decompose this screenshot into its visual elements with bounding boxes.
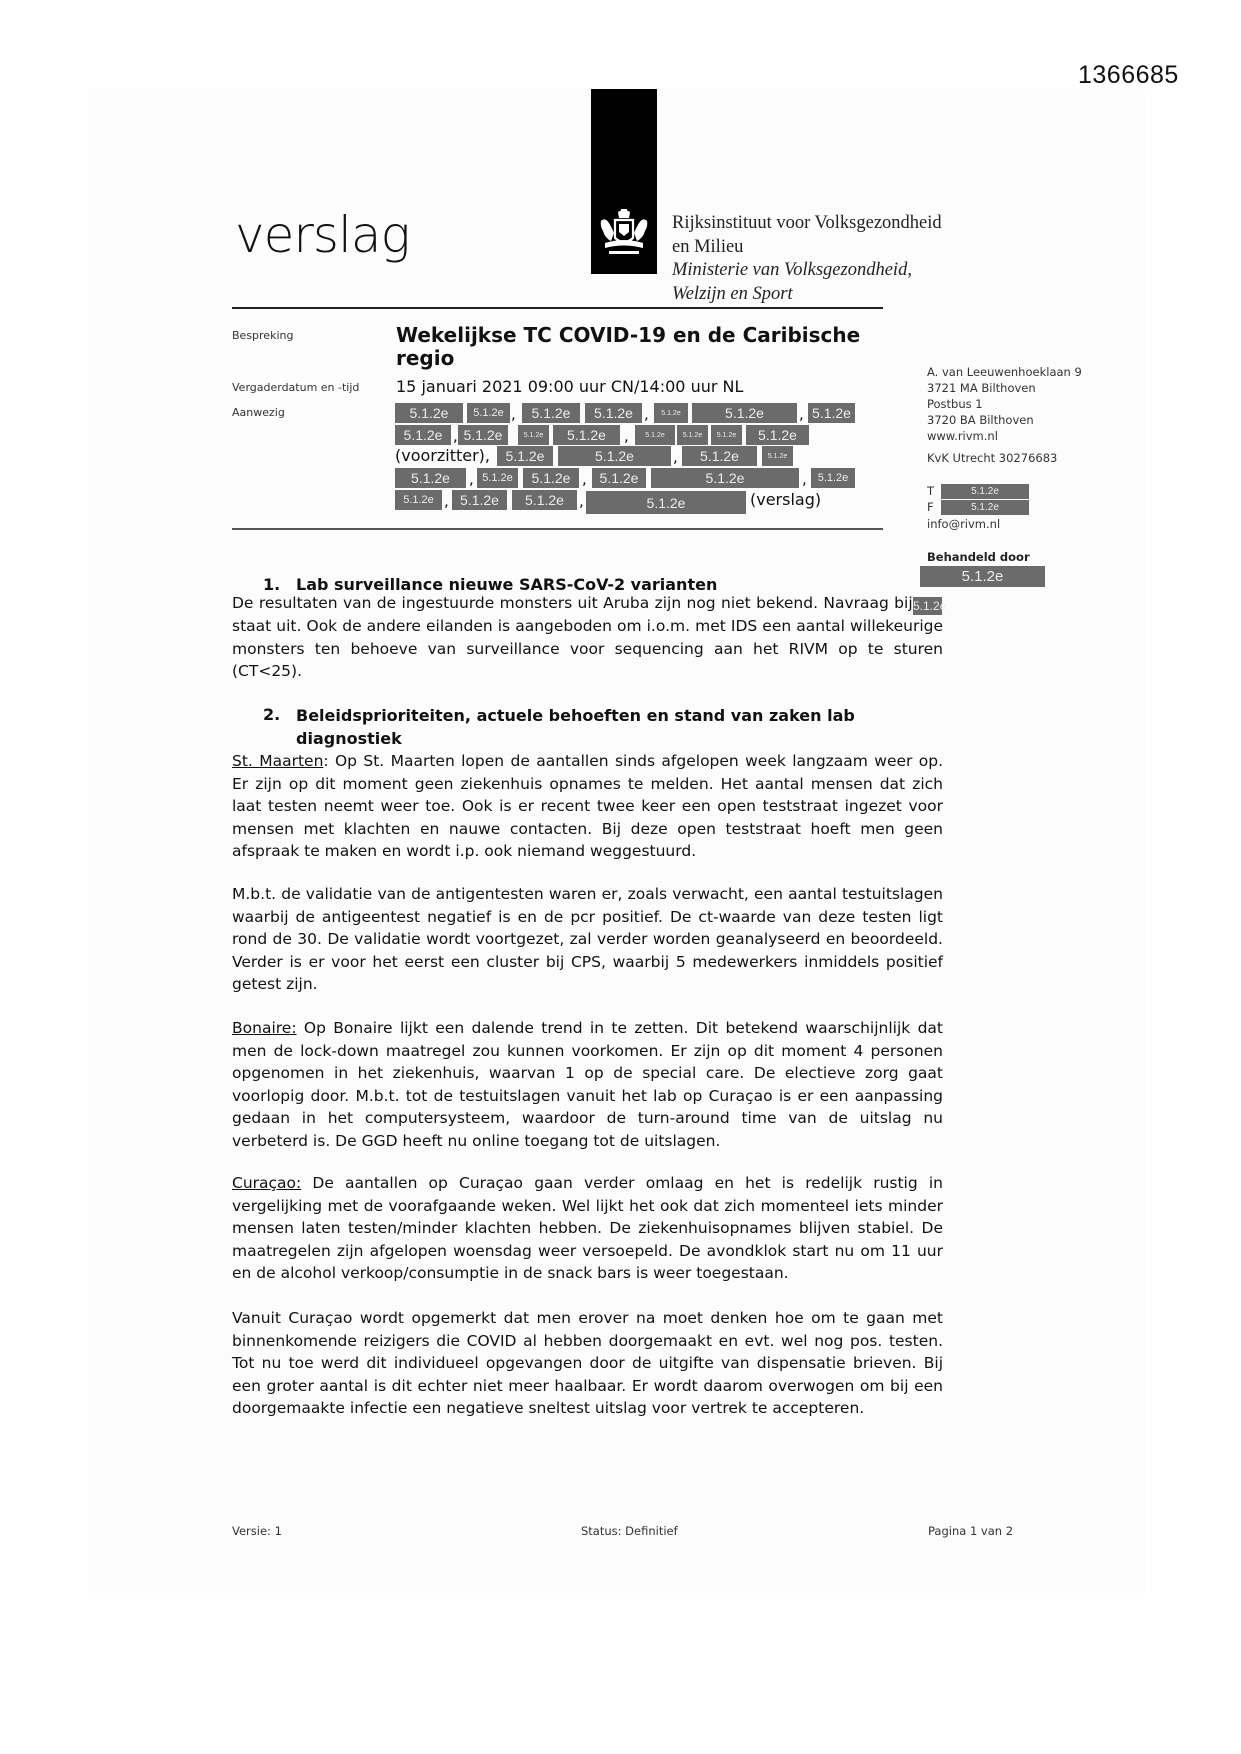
chair-note: (voorzitter), [395, 446, 491, 465]
island-label: Curaçao: [232, 1174, 302, 1192]
redacted-name: 5.1.2e [522, 403, 580, 423]
redacted-name: 5.1.2e [585, 403, 642, 423]
separator: , [673, 448, 678, 466]
redacted-name: 5.1.2e [762, 446, 793, 466]
section-heading: Lab surveillance nieuwe SARS-CoV-2 varianten [296, 575, 718, 594]
address-line: 3720 BA Bilthoven [927, 413, 1034, 427]
kvk-number: KvK Utrecht 30276683 [927, 451, 1058, 465]
website-link[interactable]: www.rivm.nl [927, 429, 998, 443]
redacted-name: 5.1.2e [395, 468, 466, 488]
organization-line: en Milieu [672, 236, 744, 257]
organization-line: Rijksinstituut voor Volksgezondheid [672, 213, 942, 233]
fax-label: F [927, 500, 934, 514]
redacted-fax: 5.1.2e [941, 500, 1029, 515]
paragraph-text: staat uit. Ook de andere eilanden is aangeboden om i.o.m. met IDS een aantal willekeurige monsters ten behoeve van surveillance voor sequencing aan het RIVM op te sturen (CT<25). [232, 617, 943, 680]
address-line: 3721 MA Bilthoven [927, 381, 1036, 395]
bespreking-label: Bespreking [232, 329, 294, 342]
redacted-name: 5.1.2e [635, 425, 675, 445]
datum-label: Vergaderdatum en -tijd [232, 381, 360, 394]
redacted-name: 5.1.2e [497, 446, 553, 466]
redacted-name: 5.1.2e [711, 425, 742, 445]
separator: , [799, 405, 804, 423]
redacted-name: 5.1.2e [467, 403, 510, 423]
section-heading [296, 705, 855, 750]
redacted-handler: 5.1.2e [920, 566, 1045, 587]
separator: , [802, 470, 807, 488]
redacted-name: 5.1.2e [395, 403, 463, 423]
redacted-name: 5.1.2e [452, 490, 507, 510]
header-divider [232, 307, 883, 309]
section-number: 2. [263, 705, 281, 724]
redacted-name: 5.1.2e [395, 425, 451, 445]
minutes-taker-note: (verslag) [750, 490, 822, 509]
organization-name [672, 212, 942, 306]
address-line: A. van Leeuwenhoeklaan 9 [927, 365, 1082, 379]
redacted-name: 5.1.2e [558, 446, 671, 466]
document-type-heading: verslag [235, 206, 410, 264]
redacted-name: 5.1.2e [458, 425, 508, 445]
redacted-name: 5.1.2e [395, 490, 442, 510]
footer-status: Status: Definitief [581, 1524, 678, 1538]
paragraph-text: De aantallen op Curaçao gaan verder omlaag en het is redelijk rustig in vergelijking met de voorafgaande weken. Wel lijkt het ook dat zich momenteel iets minder mensen laten testen/minder klachten hebben. De ziekenhuisopnames blijven stabiel. De maatregelen zijn afgelopen woensdag weer versoepeld. De avondklok start nu om 11 uur en de alcohol verkoop/consumptie in de snack bars is weer toegestaan. [232, 1174, 943, 1282]
meta-divider [232, 528, 883, 530]
curacao-paragraph [232, 1172, 943, 1285]
island-label: Bonaire: [232, 1019, 297, 1037]
validation-paragraph: M.b.t. de validatie van de antigentesten waren er, zoals verwacht, een aantal testuitslagen waarbij de antigeentest negatief is en de pcr positief. De ct-waarde van deze testen ligt rond de 30. De validatie wordt voortgezet, zal verder worden geanalyseerd en beoordeeld. Verder is er voor het eerst een cluster bij CPS, waarbij 5 medewerkers inmiddels positief getest zijn. [232, 885, 943, 993]
meeting-title: Wekelijkse TC COVID-19 en de Caribische regio [396, 323, 861, 370]
email-link[interactable]: info@rivm.nl [927, 517, 1001, 531]
redacted-name: 5.1.2e [651, 468, 799, 488]
separator: , [644, 405, 649, 423]
coat-of-arms-icon [591, 203, 657, 265]
redacted-name: 5.1.2e [518, 425, 549, 445]
st-maarten-paragraph [232, 750, 943, 863]
island-label: St. Maarten [232, 752, 324, 770]
separator: , [579, 492, 584, 510]
paragraph-text: Op Bonaire lijkt een dalende trend in te zetten. Dit betekend waarschijnlijk dat men de lock-down maatregel zou kunnen voorkomen. Er zijn op dit moment 4 personen opgenomen in het ziekenhuis, waarvan 1 op de special care. De electieve zorg gaat voorlopig door. M.b.t. tot de testuitslagen vanuit het lab op Curaçao is er een aanpassing gedaan in het computersysteem, waardoor de turn-around time van de uitslag nu verbeterd is. De GGD heeft nu online toegang tot de uitslagen. [232, 1019, 943, 1150]
redacted-name: 5.1.2e [512, 490, 577, 510]
section-1-paragraph [232, 592, 947, 683]
redacted-name: 5.1.2e [586, 491, 746, 514]
redacted-name: 5.1.2e [811, 468, 855, 488]
redacted-name: 5.1.2e [553, 425, 620, 445]
section-heading-line: diagnostiek [296, 728, 402, 748]
footer-version: Versie: 1 [232, 1524, 282, 1538]
redacted-name: 5.1.2e [477, 468, 518, 488]
aanwezig-label: Aanwezig [232, 406, 285, 419]
separator: , [624, 427, 629, 445]
redacted-name: 5.1.2e [654, 403, 688, 423]
section-heading-line: Beleidsprioriteiten, actuele behoeften en stand van zaken lab [296, 706, 855, 725]
separator: , [582, 470, 587, 488]
paragraph-text: : Op St. Maarten lopen de aantallen sinds afgelopen week langzaam weer op. Er zijn op dit moment geen ziekenhuis opnames te melden. Het aantal mensen dat zich laat testen neemt weer toe. Ook is er recent twee keer een open teststraat ingezet voor mensen met klachten en nauwe contacten. Bij deze open teststraat hoeft men geen afspraak te maken en wordt i.p. ook niemand weggestuurd. [232, 752, 943, 860]
separator: , [511, 405, 516, 423]
separator: , [469, 470, 474, 488]
redacted-organization: 5.1.2e [913, 599, 947, 613]
phone-label: T [927, 484, 935, 498]
redacted-name: 5.1.2e [523, 468, 579, 488]
ministry-line: Ministerie van Volksgezondheid, [672, 260, 912, 280]
redacted-phone: 5.1.2e [941, 484, 1029, 499]
redacted-name: 5.1.2e [677, 425, 708, 445]
bonaire-paragraph [232, 1017, 943, 1152]
separator: , [444, 492, 449, 510]
handled-by-label: Behandeld door [927, 550, 1030, 564]
address-block [927, 364, 1082, 466]
paragraph-text: De resultaten van de ingestuurde monsters uit Aruba zijn nog niet bekend. Navraag bij [232, 594, 913, 612]
redacted-name: 5.1.2e [746, 425, 809, 445]
ministry-line: Welzijn en Sport [672, 283, 793, 304]
meeting-date: 15 januari 2021 09:00 uur CN/14:00 uur NL [396, 377, 744, 396]
redacted-name: 5.1.2e [692, 403, 797, 423]
document-number: 1366685 [1078, 61, 1179, 89]
redacted-name: 5.1.2e [808, 403, 855, 423]
address-line: Postbus 1 [927, 397, 983, 411]
separator: , [453, 427, 458, 445]
redacted-name: 5.1.2e [682, 446, 757, 466]
travelers-paragraph: Vanuit Curaçao wordt opgemerkt dat men erover na moet denken hoe om te gaan met binnenkomende reizigers die COVID al hebben doorgemaakt en evt. wel nog pos. testen. Tot nu toe werd dit individueel opgevangen door de uitgifte van dispensatie brieven. Bij een groter aantal is dit echter niet meer haalbaar. Er wordt daarom overwogen om bij een doorgemaakte infectie een negatieve sneltest uitslag voor vertrek te accepteren. [232, 1309, 943, 1417]
footer-page-number: Pagina 1 van 2 [928, 1524, 1014, 1538]
section-number: 1. [263, 575, 281, 594]
redacted-name: 5.1.2e [592, 468, 646, 488]
